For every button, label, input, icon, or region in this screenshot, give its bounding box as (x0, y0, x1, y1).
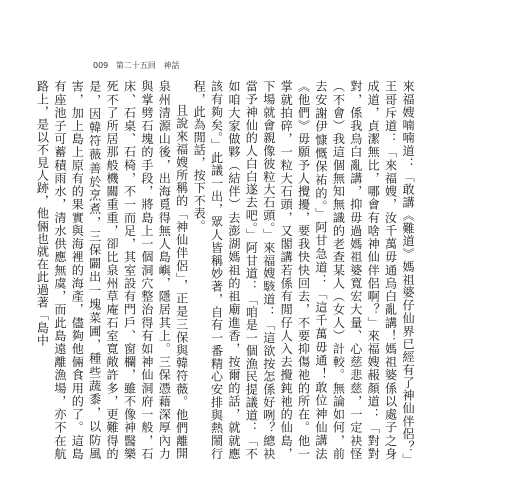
page-header (93, 60, 184, 71)
paragraph: 來福嫂喃喃道：「敢講《難道》媽祖婆仔仙界已經有了神仙伴侶？」王哥斥道：「來福嫂，汝千萬毋通烏白亂講！媽祖婆係以處子之身成道，貞潔無比，哪會有啥神仙伴侶啊？」來福嫂赧顏道：「對對對，係我烏白亂講，抑毋過媽祖婆寬宏大量、心慈悲慈，一定袂怪（不會）我這個無知無識的老查某人（女人）計較。無論如何，前去安謝伊慷慨保祐的。」阿甘急道：「這千萬毋通！敢位神仙講法《他們》毋願予人攪擾，要我快快回去，不要抑傷祂的所在。他一掌就拍碎，一粒大石頭，又閣講若係有閒仔人入去攪鈍祂的仙島，下場就會親像彼粒大石頭。」來福嫂駭道：「這欲按怎係好咧？總袂當予神仙的人白白遂去吧。」阿甘道：「咱是一個漁民提議道：「不如咱大家做夥（結伴）去澎湖媽祖的祖廟進香，按爾的話，就就應該有夠矣。」此議一出，眾人皆稱妙著，自有一番精心安排與熱鬧行程，此為閒話，按下不表。 (192, 80, 415, 460)
body-text (35, 80, 416, 460)
chapter-title: 第二十五回 (115, 61, 156, 70)
page-number: 009 (93, 61, 109, 70)
section-title: 神話 (163, 61, 180, 70)
paragraph: 且說來福嫂所稱的「神仙伴侶」，正是三保與韓符薇。他們離開泉州清源山後，出海覓得無人島嶼，隱居其上。三保憑藉深厚內力與掌劈石塊的手段，將島上一個洞穴整治得有如神仙洞府一般，石床、石桌、石椅，不一而足，其室設有門戶、窗欄，雖不像神醫樂死不了所居那般機關重重，卻比泉州草庵石室寬敞許多，更難得的是，因韓符薇善於烹煮，三保闢出一塊菜圃，種些蔬黍，以防風害，加上島上原有的果實與海裡的海產，儘夠他倆食用的了。這島有座池子可蓄積雨水，清水供應無虞，而此島遠離漁場，亦不在航路上，是以不見人跡，他倆也就在此過著「島中 (35, 80, 189, 460)
